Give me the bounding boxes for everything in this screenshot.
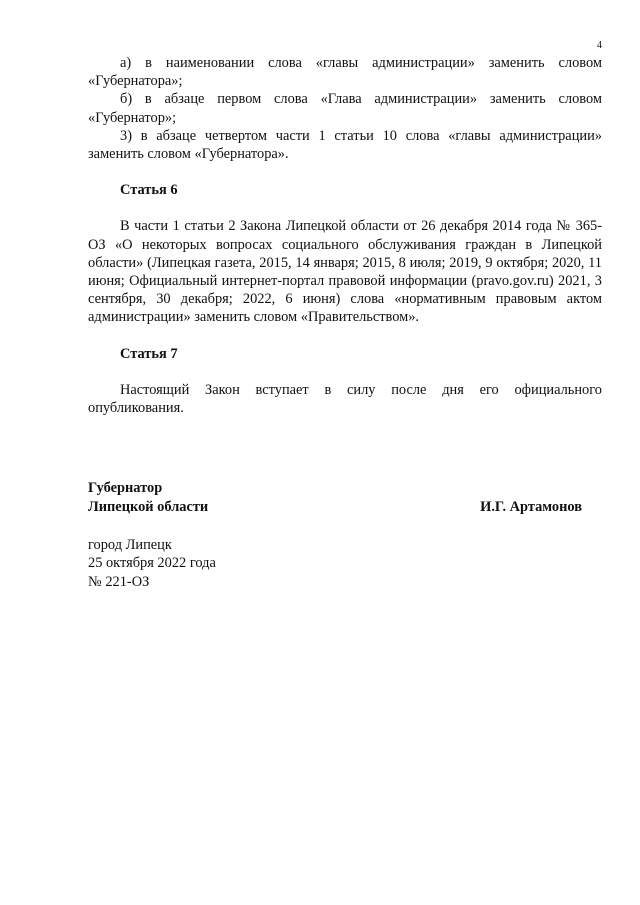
date: 25 октября 2022 года [88, 555, 216, 572]
article-6-heading: Статья 6 [120, 182, 178, 199]
article-7-heading: Статья 7 [120, 345, 178, 362]
law-number: № 221-ОЗ [88, 573, 150, 590]
signer-title-line1: Губернатор [88, 480, 163, 497]
item-a: а) в наименовании слова «главы администрации» заменить словом «Губернатора»; [88, 55, 602, 90]
document-body [88, 54, 602, 591]
item-3: 3) в абзаце четвертом части 1 статьи 10 слова «главы администрации» заменить словом «Губернатора». [88, 127, 602, 163]
page-number: 4 [597, 40, 602, 51]
footer-block [88, 536, 602, 591]
article-7-text: Настоящий Закон вступает в силу после дня его официального опубликования. [88, 381, 602, 417]
item-b: б) в абзаце первом слова «Глава администрации» заменить словом «Губернатор»; [88, 91, 602, 126]
signature-block [88, 479, 602, 516]
city: город Липецк [88, 537, 172, 554]
signer-title-line2: Липецкой области [88, 498, 209, 515]
signer-name: И.Г. Артамонов [480, 498, 582, 515]
article-6-text: В части 1 статьи 2 Закона Липецкой области от 26 декабря 2014 года № 365-ОЗ «О некоторых вопросах социального обслуживания граждан в Липецкой области» (Липецкая газета, 2015, 14 января; 2015, 8 июля; 2019, 9 октября; 2020, 11 июня; Официальный интернет-портал правовой информации (pravo.gov.ru) 2021, 3 сентября, 30 декабря; 2022, 6 июня) слова «нормативным правовым актом администрации» заменить словом «Правительством». [88, 218, 602, 326]
